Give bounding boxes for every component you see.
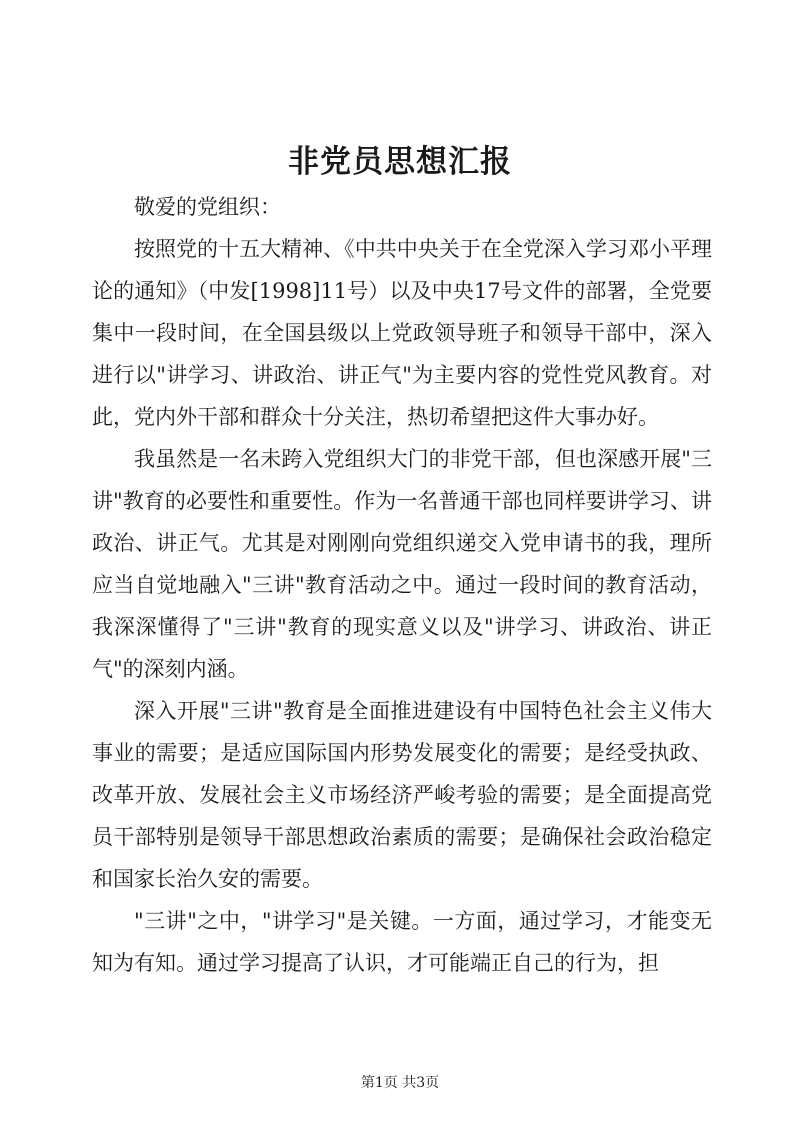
document-title: 非党员思想汇报 xyxy=(288,144,512,180)
paragraph-2: 我虽然是一名未跨入党组织大门的非党干部，但也深感开展"三讲"教育的必要性和重要性。作为一名普通干部也同样要讲学习、讲政治、讲正气。尤其是对刚刚向党组织递交入党申请书的我，理所应当自觉地融入"三讲"教育活动之中。通过一段时间的教育活动，我深深懂得了"三讲"教育的现实意义以及"讲学习、讲政治、讲正气"的深刻内涵。 xyxy=(92,447,712,681)
salutation: 敬爱的党组织： xyxy=(134,195,281,219)
page-footer: 第1页 共3页 xyxy=(360,1075,440,1091)
paragraph-4: "三讲"之中，"讲学习"是关键。一方面，通过学习，才能变无知为有知。通过学习提高了认识，才可能端正自己的行为，担 xyxy=(92,909,712,975)
paragraph-3: 深入开展"三讲"教育是全面推进建设有中国特色社会主义伟大事业的需要；是适应国际国内形势发展变化的需要；是经受执政、改革开放、发展社会主义市场经济严峻考验的需要；是全面提高党员干部特别是领导干部思想政治素质的需要；是确保社会政治稳定和国家长治久安的需要。 xyxy=(92,699,712,891)
document-body xyxy=(92,186,712,984)
paragraph-1: 按照党的十五大精神、《中共中央关于在全党深入学习邓小平理论的通知》（中发[1998]11号）以及中央17号文件的部署，全党要集中一段时间，在全国县级以上党政领导班子和领导干部中，深入进行以"讲学习、讲政治、讲正气"为主要内容的党性党风教育。对此，党内外干部和群众十分关注，热切希望把这件大事办好。 xyxy=(92,237,712,429)
